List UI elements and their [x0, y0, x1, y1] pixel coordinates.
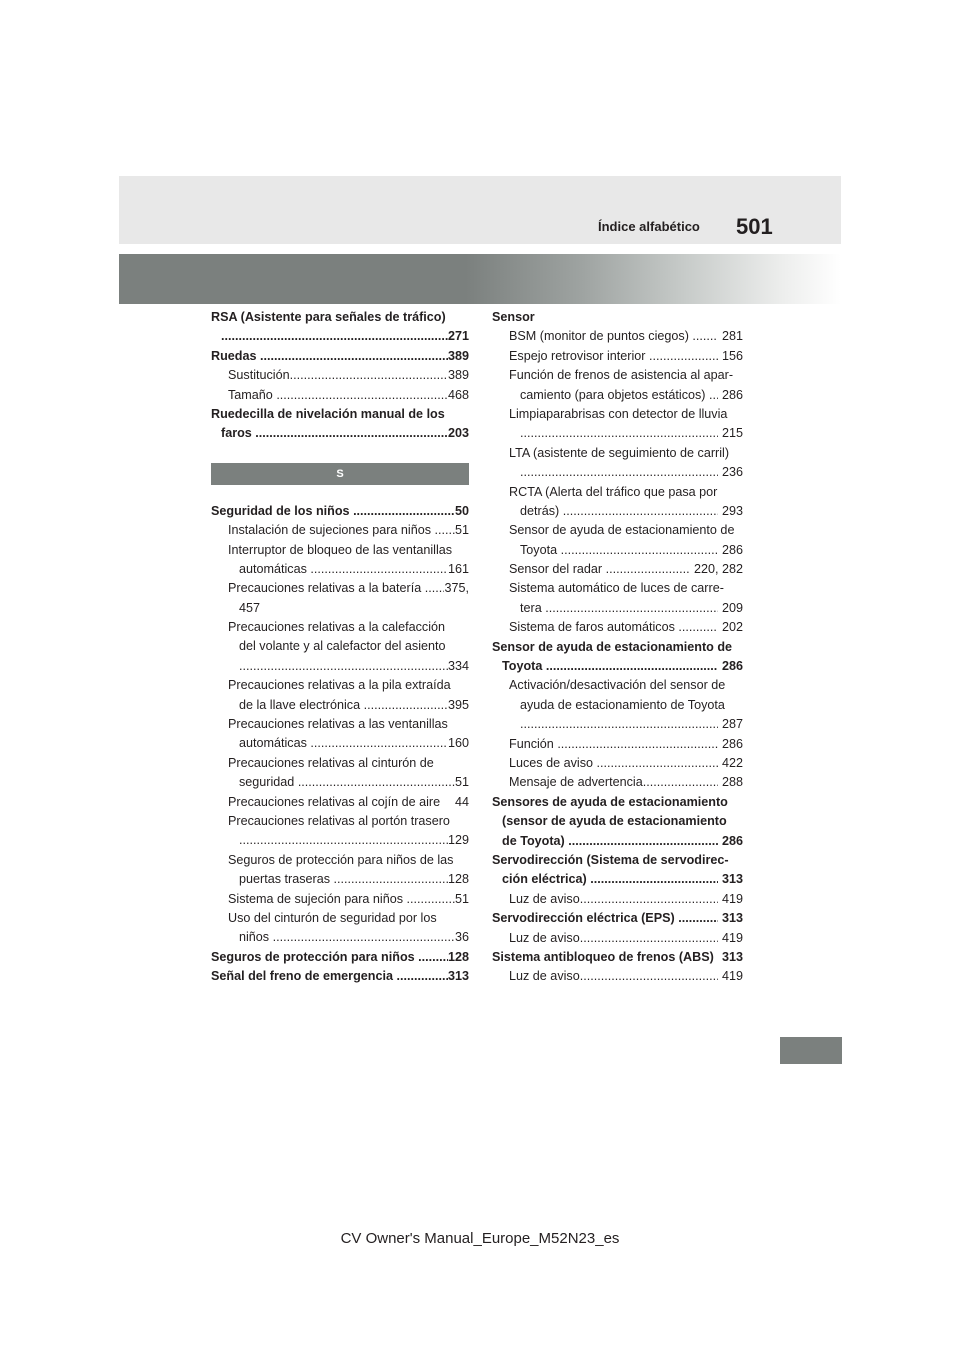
index-entry-label: del volante y al calefactor del asiento — [239, 639, 446, 654]
index-entry-label: ción eléctrica) — [502, 872, 591, 887]
index-entry-label: Sistema antibloqueo de frenos (ABS) — [492, 949, 718, 964]
dot-leader — [678, 909, 718, 928]
index-entry — [211, 502, 469, 521]
index-entry — [211, 831, 469, 850]
index-entry — [211, 327, 469, 346]
index-entry-label: RSA (Asistente para señales de tráfico) — [211, 310, 446, 324]
index-entry — [492, 579, 743, 598]
footer-manual-id: CV Owner's Manual_Europe_M52N23_es — [340, 1230, 620, 1247]
index-entry-page: 36 — [454, 930, 469, 945]
index-entry — [211, 386, 469, 405]
index-entry — [492, 851, 743, 870]
index-entry — [492, 870, 743, 889]
index-entry-page: 44 — [454, 794, 469, 809]
index-entry — [492, 773, 743, 792]
dot-leader — [310, 560, 448, 579]
index-entry-label: Seguros de protección para niños — [211, 949, 419, 964]
index-entry-label: Mensaje de advertencia — [509, 775, 643, 790]
header-band — [119, 176, 841, 244]
dot-leader — [260, 347, 448, 366]
index-entry-label: Precauciones relativas al portón trasero — [228, 813, 450, 828]
index-group-s-continued — [492, 308, 743, 987]
index-entry — [211, 870, 469, 889]
index-entry — [492, 327, 743, 346]
dot-leader — [561, 541, 719, 560]
index-entry — [492, 541, 743, 560]
index-entry-label: Ruedas — [211, 348, 260, 363]
index-entry-page: 51 — [454, 891, 469, 906]
index-entry-label: Toyota — [502, 659, 546, 674]
dot-leader — [276, 386, 448, 405]
dot-leader — [557, 735, 718, 754]
index-entry-label: Sensor de ayuda de estacionamiento de — [492, 639, 733, 654]
index-entry-label: Servodirección (Sistema de servodirec- — [492, 852, 729, 867]
section-title: Índice alfabético — [598, 219, 700, 234]
dot-leader — [563, 502, 719, 521]
index-entry-page: 236 — [718, 465, 743, 480]
dot-leader — [597, 754, 719, 773]
dot-leader — [418, 948, 448, 967]
index-entry — [492, 676, 743, 695]
index-entry — [211, 793, 469, 812]
index-entry-page: 271 — [447, 329, 469, 344]
index-entry — [492, 832, 743, 851]
index-entry — [492, 638, 743, 657]
index-entry — [492, 812, 743, 831]
index-entry-label: Precauciones relativas a la pila extraída — [228, 678, 451, 693]
index-entry-page: 281 — [718, 329, 743, 344]
index-entry — [492, 386, 743, 405]
index-column-left — [211, 308, 469, 987]
index-entry-label: (sensor de ayuda de estacionamiento — [502, 814, 727, 829]
index-entry — [211, 618, 469, 637]
index-entry — [211, 560, 469, 579]
index-entry — [211, 405, 469, 424]
index-entry-label: niños — [239, 930, 273, 945]
index-entry-page: 468 — [447, 387, 469, 402]
dot-leader — [546, 657, 719, 676]
index-entry-label: Servodirección eléctrica (EPS) — [492, 911, 679, 926]
index-entry — [492, 715, 743, 734]
index-entry-label: Sensores de ayuda de estacionamiento — [492, 794, 728, 809]
dot-leader — [580, 967, 719, 986]
index-entry — [211, 521, 469, 540]
index-entry-label: Luces de aviso — [509, 755, 597, 770]
dot-leader — [353, 502, 455, 521]
index-entry-label: Espejo retrovisor interior — [509, 348, 649, 363]
index-entry-page: 286 — [718, 833, 743, 848]
dot-leader — [364, 696, 448, 715]
index-entry-label: camiento (para objetos estáticos) — [520, 387, 709, 402]
index-entry-label: Sensor del radar — [509, 562, 606, 577]
index-entry-label: Función de frenos de asistencia al apar- — [509, 368, 734, 383]
dot-leader — [580, 929, 719, 948]
index-entry — [211, 734, 469, 753]
index-entry — [492, 754, 743, 773]
index-entry — [492, 405, 743, 424]
index-entry-label: Ruedecilla de nivelación manual de los — [211, 406, 445, 421]
index-entry-page: 389 — [447, 368, 469, 383]
index-entry-label: Precauciones relativas a las ventanillas — [228, 717, 448, 732]
index-entry — [492, 929, 743, 948]
dot-leader — [425, 579, 445, 598]
index-entry — [492, 909, 743, 928]
index-entry-page: 375, — [444, 581, 469, 596]
index-entry — [492, 463, 743, 482]
index-entry-page: 51 — [454, 523, 469, 538]
index-entry — [211, 890, 469, 909]
index-entry-page: 51 — [454, 775, 469, 790]
index-entry — [492, 696, 743, 715]
index-entry-page: 395 — [447, 697, 469, 712]
index-entry-page: 288 — [718, 775, 743, 790]
index-entry-label: Sustitución — [228, 368, 290, 383]
dot-leader — [590, 870, 718, 889]
index-entry — [211, 812, 469, 831]
index-entry-label: Función — [509, 736, 558, 751]
dot-leader — [643, 773, 719, 792]
index-group-r — [211, 308, 469, 444]
index-entry-label: Luz de aviso — [509, 930, 580, 945]
index-entry — [211, 308, 469, 327]
index-entry-label: Activación/desactivación del sensor de — [509, 678, 726, 693]
dot-leader — [396, 967, 448, 986]
dot-leader — [692, 327, 718, 346]
index-entry-label: Interruptor de bloqueo de las ventanillas — [228, 542, 453, 557]
index-entry — [211, 851, 469, 870]
dot-leader — [649, 347, 719, 366]
page-number: 501 — [736, 214, 773, 239]
dot-leader — [520, 463, 718, 482]
index-entry-label: Precauciones relativas al cinturón de — [228, 755, 434, 770]
index-entry-page: 422 — [718, 755, 743, 770]
index-entry-label: Sistema automático de luces de carre- — [509, 581, 724, 596]
index-entry-label: RCTA (Alerta del tráfico que pasa por — [509, 484, 718, 499]
dot-leader — [310, 734, 448, 753]
index-entry-page: 203 — [447, 426, 469, 441]
index-entry — [492, 967, 743, 986]
dot-leader — [545, 599, 718, 618]
index-entry-page: 209 — [718, 600, 743, 615]
dot-leader — [435, 521, 455, 540]
index-entry-label: Uso del cinturón de seguridad por los — [228, 910, 437, 925]
index-entry — [211, 599, 469, 618]
index-entry-page: 160 — [447, 736, 469, 751]
index-entry — [492, 948, 743, 967]
dot-leader — [273, 928, 455, 947]
index-entry-page: 313 — [721, 949, 743, 964]
index-entry-page: 313 — [718, 872, 743, 887]
dot-leader — [334, 870, 448, 889]
index-entry-page: 419 — [718, 930, 743, 945]
dot-leader — [255, 424, 448, 443]
dot-leader — [239, 831, 448, 850]
index-entry-label: Seguridad de los niños — [211, 503, 354, 518]
index-entry-label: automáticas — [239, 561, 311, 576]
index-entry-page: 293 — [718, 503, 743, 518]
index-entry-label: 457 — [239, 600, 261, 615]
index-entry-label: Luz de aviso — [509, 891, 580, 906]
dot-leader — [239, 657, 448, 676]
index-entry-page: 202 — [718, 620, 743, 635]
index-entry-label: Limpiaparabrisas con detector de lluvia — [509, 406, 728, 421]
index-entry — [492, 347, 743, 366]
index-entry-page: 156 — [718, 348, 743, 363]
dot-leader — [298, 773, 455, 792]
index-entry-label: Señal del freno de emergencia — [211, 969, 397, 984]
index-entry-label: Instalación de sujeciones para niños — [228, 523, 435, 538]
index-entry — [211, 715, 469, 734]
index-entry-label: ayuda de estacionamiento de Toyota — [520, 697, 725, 712]
index-entry-page: 313 — [447, 969, 469, 984]
dot-leader — [709, 386, 718, 405]
index-entry-label: Sensor de ayuda de estacionamiento de — [509, 523, 735, 538]
index-entry — [211, 424, 469, 443]
dot-leader — [568, 832, 718, 851]
index-entry — [492, 308, 743, 327]
index-entry — [492, 502, 743, 521]
index-entry — [492, 735, 743, 754]
index-entry-label: seguridad — [239, 775, 298, 790]
index-entry — [492, 560, 743, 579]
index-entry-page: 50 — [454, 503, 469, 518]
index-entry — [492, 618, 743, 637]
index-entry-page: 287 — [718, 717, 743, 732]
index-entry-page: 128 — [447, 949, 469, 964]
index-entry-page: 286 — [718, 387, 743, 402]
index-entry-label: de Toyota) — [502, 833, 569, 848]
index-entry-label: detrás) — [520, 503, 563, 518]
index-entry — [492, 366, 743, 385]
index-entry-label: de la llave electrónica — [239, 697, 364, 712]
index-entry-label: faros — [221, 426, 256, 441]
index-entry-label: Tamaño — [228, 387, 277, 402]
dot-leader — [520, 424, 718, 443]
index-entry-label: BSM (monitor de puntos ciegos) — [509, 329, 693, 344]
index-entry — [211, 754, 469, 773]
index-entry-page: 286 — [718, 659, 743, 674]
index-entry-label: Seguros de protección para niños de las — [228, 852, 454, 867]
index-entry — [211, 366, 469, 385]
index-entry-page: 389 — [447, 348, 469, 363]
index-entry-page: 334 — [447, 658, 469, 673]
index-entry — [492, 483, 743, 502]
dot-leader — [580, 890, 719, 909]
index-entry-label: Sistema de sujeción para niños — [228, 891, 407, 906]
chapter-side-tab — [780, 1037, 842, 1064]
index-entry — [492, 444, 743, 463]
index-entry-page: 419 — [718, 969, 743, 984]
index-entry-page: 313 — [718, 911, 743, 926]
index-entry-page: 128 — [447, 872, 469, 887]
index-entry-label: Sensor — [492, 310, 535, 324]
index-entry — [211, 928, 469, 947]
dot-leader — [290, 366, 448, 385]
dot-leader — [678, 618, 718, 637]
index-entry-label: Precauciones relativas a la batería — [228, 581, 425, 596]
index-entry-page: 161 — [447, 561, 469, 576]
index-entry-label: Toyota — [520, 542, 561, 557]
index-entry-page: 215 — [718, 426, 743, 441]
index-entry-label: tera — [520, 600, 546, 615]
index-entry-label: automáticas — [239, 736, 311, 751]
index-entry-page: 286 — [718, 736, 743, 751]
index-entry — [211, 967, 469, 986]
index-column-right — [492, 308, 743, 987]
index-entry-label: Precauciones relativas a la calefacción — [228, 620, 446, 635]
index-entry-label: puertas traseras — [239, 872, 334, 887]
index-entry — [211, 948, 469, 967]
index-entry — [211, 909, 469, 928]
index-entry-label: Luz de aviso — [509, 969, 580, 984]
dot-leader — [407, 890, 455, 909]
dot-leader — [606, 560, 691, 579]
index-group-s — [211, 502, 469, 987]
index-entry — [492, 793, 743, 812]
index-entry-page: 129 — [447, 833, 469, 848]
index-entry — [211, 637, 469, 656]
index-entry — [492, 521, 743, 540]
index-entry — [211, 773, 469, 792]
dot-leader — [221, 327, 448, 346]
index-entry — [492, 599, 743, 618]
index-entry-label: Precauciones relativas al cojín de aire — [228, 794, 441, 809]
index-entry-label: Sistema de faros automáticos — [509, 620, 679, 635]
index-entry-label: LTA (asistente de seguimiento de carril) — [509, 445, 730, 460]
dot-leader — [520, 715, 718, 734]
index-entry — [492, 424, 743, 443]
index-entry — [492, 890, 743, 909]
header-gradient-bar — [119, 254, 841, 304]
index-entry — [211, 347, 469, 366]
index-entry — [492, 657, 743, 676]
index-entry-page: 220, 282 — [690, 562, 743, 577]
index-entry — [211, 579, 469, 598]
index-entry — [211, 696, 469, 715]
index-entry — [211, 657, 469, 676]
index-entry — [211, 541, 469, 560]
index-entry-page: 419 — [718, 891, 743, 906]
index-entry — [211, 676, 469, 695]
index-entry-page: 286 — [718, 542, 743, 557]
index-letter-heading: S — [211, 463, 469, 485]
